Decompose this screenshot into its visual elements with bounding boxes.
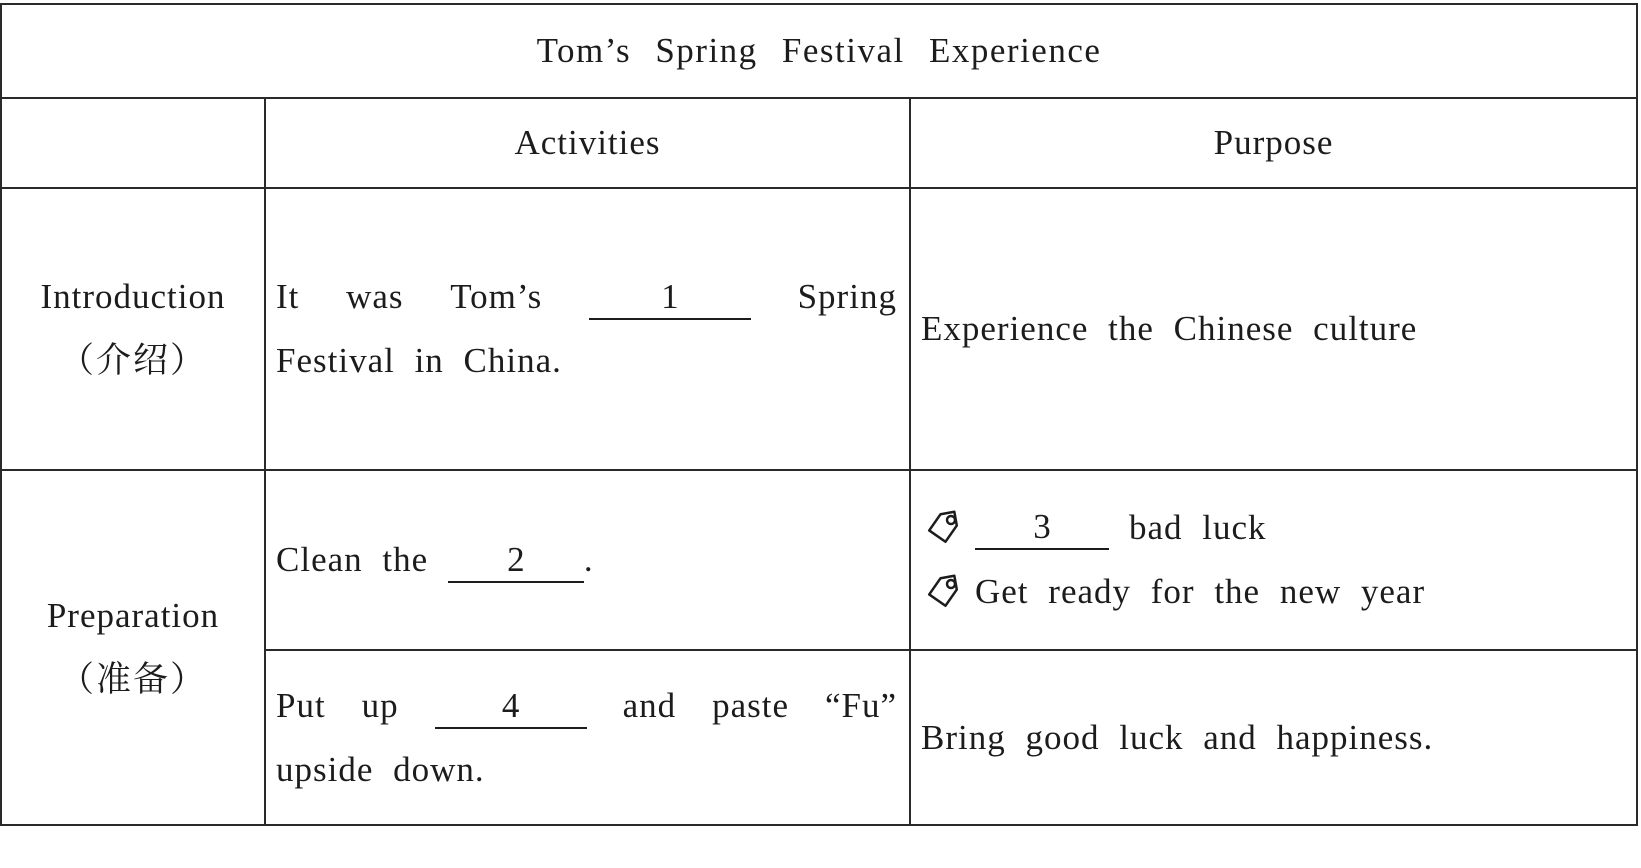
empty-header-cell: [1, 98, 265, 188]
word: Put: [276, 685, 326, 725]
preparation-label: Preparation: [46, 595, 220, 635]
tag-icon: [921, 506, 965, 550]
putup-activity: [265, 650, 910, 825]
introduction-activity-line-1: [276, 265, 897, 329]
title-row: [1, 4, 1637, 98]
introduction-row: [1, 188, 1637, 470]
putup-activity-line-2: upside down.: [276, 749, 485, 789]
worksheet-table: [0, 3, 1638, 826]
table-title: Tom’s Spring Festival Experience: [1, 4, 1637, 98]
word: was: [346, 277, 404, 316]
blank-3[interactable]: 3: [975, 506, 1109, 550]
introduction-activity-line-2: Festival in China.: [276, 341, 562, 380]
preparation-row-clean: [1, 470, 1637, 650]
get-ready-text: Get ready for the new year: [975, 572, 1426, 611]
blank-2[interactable]: 2: [448, 539, 584, 583]
word: “Fu”: [824, 685, 897, 725]
bad-luck-text: bad luck: [1129, 508, 1267, 547]
clean-activity: [265, 470, 910, 650]
purpose-line-1: [921, 496, 1636, 560]
header-row: [1, 98, 1637, 188]
blank-1[interactable]: 1: [589, 276, 751, 320]
activities-header: Activities: [265, 98, 910, 188]
word: Spring: [797, 277, 897, 316]
introduction-activity: [265, 188, 910, 470]
word: Tom’s: [450, 277, 543, 316]
word: It: [276, 277, 300, 316]
putup-activity-line-1: [276, 674, 897, 738]
clean-text: Clean the: [276, 540, 429, 579]
tag-icon: [921, 570, 965, 614]
clean-period: .: [583, 540, 594, 579]
purpose-header: Purpose: [910, 98, 1637, 188]
preparation-label-cell: [1, 470, 265, 825]
introduction-purpose: Experience the Chinese culture: [910, 188, 1637, 470]
purpose-line-2: [921, 560, 1636, 624]
word: and: [622, 685, 677, 725]
introduction-label-zh: （介绍）: [58, 341, 207, 380]
preparation-label-zh: （准备）: [58, 659, 207, 699]
putup-purpose: Bring good luck and happiness.: [910, 650, 1637, 825]
clean-purpose: [910, 470, 1637, 650]
word: paste: [712, 685, 789, 725]
introduction-label: Introduction: [40, 277, 226, 316]
introduction-label-cell: [1, 188, 265, 470]
word: up: [361, 685, 399, 725]
blank-4[interactable]: 4: [435, 685, 587, 729]
